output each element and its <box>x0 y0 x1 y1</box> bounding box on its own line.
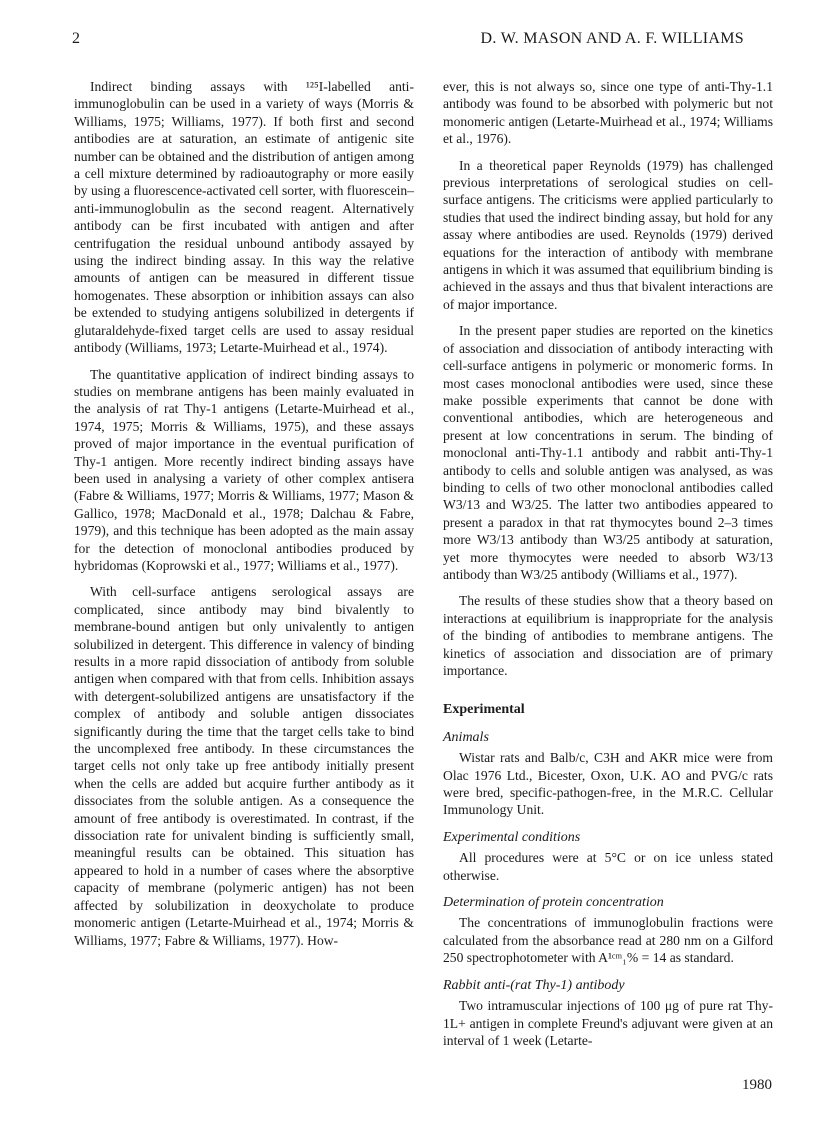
section-heading: Experimental <box>443 702 525 718</box>
paragraph: The quantitative application of indirect binding assays to studies on membrane antigens has been mainly evaluated in the analysis of rat Thy-1 antigens (Letarte-Muirhead et al., 1974, 1975; Morris & Williams, 1975), and these assays proved of major importance in the eventual purification of Thy-1 antigen. More recently indirect binding assays have been used in analysing a variety of other complex antisera (Fabre & Williams, 1977; Morris & Williams, 1977; Mason & Gallico, 1978; MacDonald et al., 1978; Dalchau & Fabre, 1979), and this technique has been adopted as the main assay for the detection of monoclonal antibodies produced by hybridomas (Koprowski et al., 1977; Williams et al., 1977). <box>74 366 414 573</box>
page-number: 2 <box>72 30 81 47</box>
subsection-title: Determination of protein concentration <box>443 895 664 911</box>
subsection-title: Animals <box>443 729 489 745</box>
subsection-title: Rabbit anti-(rat Thy-1) antibody <box>443 977 625 993</box>
left-column <box>74 78 414 949</box>
paragraph: All procedures were at 5°C or on ice unless stated otherwise. <box>443 850 773 883</box>
paragraph: Wistar rats and Balb/c, C3H and AKR mice were from Olac 1976 Ltd., Bicester, Oxon, U.K. AO and PVG/c rats were bred, specific-pathogen-free, in the M.R.C. Cellular Immunology Unit. <box>443 750 773 818</box>
subsection-title: Experimental conditions <box>443 829 581 845</box>
paragraph: Two intramuscular injections of 100 μg of pure rat Thy-1L+ antigen in complete Freund's adjuvant were given at an interval of 1 week (Letarte- <box>443 998 773 1048</box>
page-header <box>72 30 744 54</box>
paragraph: The results of these studies show that a theory based on interactions at equilibrium is inappropriate for the analysis of the binding of antibodies to membrane antigens. The kinetics of association and dissociation are of primary importance. <box>443 593 773 678</box>
right-column <box>443 78 773 1049</box>
footer-year: 1980 <box>742 1077 772 1093</box>
paragraph: The concentrations of immunoglobulin fractions were calculated from the absorbance read at 280 nm on a Gilford 250 spectrophotometer with A¹ᶜᵐ₁% = 14 as standard. <box>443 915 773 966</box>
running-head: D. W. MASON AND A. F. WILLIAMS <box>480 30 744 47</box>
paragraph: Indirect binding assays with ¹²⁵I-labelled anti-immunoglobulin can be used in a variety of ways (Morris & Williams, 1975; Williams, 1977). If both first and second antibodies are at saturation, an estimate of antigenic site number can be obtained and the distribution of antigen among a cell mixture determined by radioautography or more easily by using a fluorescence-activated cell sorter, with fluorescein–anti-immunoglobulin as the second reagent. Alternatively antibody can be first incubated with antigen and after centrifugation the residual unbound antibody assayed by using the indirect binding assay. In this way the relative amounts of antigen can be measured in different tissue homogenates. These absorption or inhibition assays can also be extended to studying antigens solubilized in detergents if glutaraldehyde-fixed target cells are used to assay residual antibody (Williams, 1973; Letarte-Muirhead et al., 1974). <box>74 79 414 356</box>
paragraph: In the present paper studies are reported on the kinetics of association and dissociation of antibody interacting with cell-surface antigens in polymeric or monomeric forms. In most cases monoclonal antibodies were used, since these make possible experiments that cannot be done with conventional antibodies, which are heterogeneous and present at low concentrations in serum. The binding of monoclonal anti-Thy-1.1 antibody and rabbit anti-Thy-1 antibody to cells and soluble antigen was analysed, as was binding to cells of two other monoclonal antibodies called W3/13 and W3/25. The latter two antibodies appeared to present a paradox in that rat thymocytes bound 2–3 times more W3/13 antibody than W3/25 antibody at saturation, yet more thymocytes were needed to absorb W3/13 antibody than W3/25 antibody (Williams et al., 1977). <box>443 323 773 582</box>
paragraph-continuation: ever, this is not always so, since one type of anti-Thy-1.1 antibody was found to be absorbed with polymeric but not monomeric antigen (Letarte-Muirhead et al., 1974; Williams et al., 1976). <box>443 79 773 147</box>
paragraph: With cell-surface antigens serological assays are complicated, since antibody may bind bivalently to membrane-bound antigen but only univalently to antigen solubilized in detergent. This difference in valency of binding results in a more rapid dissociation of antibody from soluble antigen when compared with that from cells. Inhibition assays with detergent-solubilized antigens are unsatisfactory if the complex of antibody and soluble antigen dissociates significantly during the time that the target cells take to bind the uncomplexed free antibody. In these circumstances the target cells not only take up free antibody initially present when the cells are added but acquire further antibody as it dissociates from the soluble antigen. As a consequence the amount of free antibody is overestimated. In contrast, if the dissociation rate for univalent binding is sufficiently small, meaningful results can be obtained. This situation has appeared to hold in a number of cases where the absorptive capacity of membrane (polymeric antigen) has not been affected by solubilization in deoxycholate to produce monomeric antigen (Letarte-Muirhead et al., 1974; Morris & Williams, 1977; Fabre & Williams, 1977). How- <box>74 584 414 948</box>
paragraph: In a theoretical paper Reynolds (1979) has challenged previous interpretations of serological studies on cell-surface antigens. The criticisms were applied particularly to studies that used the indirect binding assay, but hold for any assay where antibodies are used. Reynolds (1979) derived equations for the interaction of antibody with membrane antigens in which it was assumed that equilibrium binding is achieved in the assays and thus that bivalent interactions are of major importance. <box>443 157 773 312</box>
